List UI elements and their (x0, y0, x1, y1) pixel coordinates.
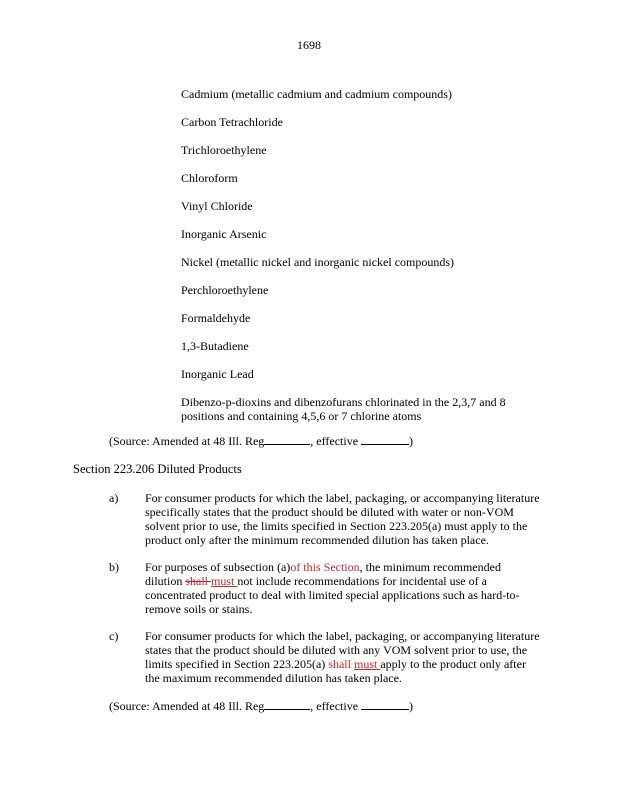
paragraph-text (145, 629, 540, 685)
text-run: not include recommendations for incidental use of a concentrated product to deal with limited special applications such as hard-to-remove soils or stains. (145, 574, 520, 616)
register-blank (264, 698, 310, 710)
source-middle: , effective (310, 434, 362, 448)
inserted-text: must (353, 657, 381, 671)
list-item: 1,3-Butadiene (181, 339, 249, 353)
list-item: Inorganic Lead (181, 367, 254, 381)
substance-list (181, 87, 521, 423)
list-item: Chloroform (181, 171, 238, 185)
paragraph-text (145, 560, 540, 616)
paragraph-c (109, 629, 549, 685)
list-item: Trichloroethylene (181, 143, 267, 157)
paragraph-marker: a) (109, 491, 119, 505)
list-item: Nickel (metallic nickel and inorganic nickel compounds) (181, 255, 455, 269)
list-item: Vinyl Chloride (181, 199, 253, 213)
deleted-text: shall (185, 574, 212, 588)
paragraph-marker: c) (109, 629, 119, 643)
inserted-text: must (211, 574, 238, 588)
source-suffix: ) (409, 699, 414, 713)
inserted-text: shall (328, 657, 351, 671)
list-item: Dibenzo-p-dioxins and dibenzofurans chlorinated in the 2,3,7 and 8 positions and containing 4,5,6 or 7 chlorine atoms (181, 395, 506, 423)
text-run: apply to the product only after the maximum recommended dilution has taken place. (145, 657, 526, 685)
text-run: , the minimum recommended dilution (145, 560, 501, 588)
source-middle: , effective (310, 699, 362, 713)
source-prefix: (Source: Amended at 48 Ill. Reg (109, 699, 265, 713)
effective-blank (361, 698, 409, 710)
paragraph-b (109, 560, 549, 616)
text-run: For purposes of subsection (a) (145, 560, 291, 574)
source-note (109, 433, 413, 448)
inserted-text: of this Section (290, 560, 360, 574)
list-item: Inorganic Arsenic (181, 227, 267, 241)
list-item: Cadmium (metallic cadmium and cadmium compounds) (181, 87, 452, 101)
source-note (109, 698, 413, 713)
paragraph-a (109, 491, 549, 547)
text-run: For consumer products for which the label, packaging, or accompanying literature states that the product should be diluted with any VOM solvent prior to use, the limits specified in Section 223.205(a) (145, 629, 540, 671)
effective-blank (361, 433, 409, 445)
section-heading: Section 223.206 Diluted Products (73, 462, 242, 476)
source-suffix: ) (409, 434, 414, 448)
paragraph-marker: b) (109, 560, 119, 574)
list-item: Carbon Tetrachloride (181, 115, 283, 129)
page-number: 1698 (297, 38, 321, 52)
register-blank (264, 433, 310, 445)
source-prefix: (Source: Amended at 48 Ill. Reg (109, 434, 265, 448)
list-item: Formaldehyde (181, 311, 251, 325)
paragraph-text: For consumer products for which the label, packaging, or accompanying literature specifically states that the product should be diluted with water or non-VOM solvent prior to use, the limits specified in Section 223.205(a) must apply to the product only after the minimum recommended dilution has taken place. (145, 491, 540, 547)
list-item: Perchloroethylene (181, 283, 269, 297)
